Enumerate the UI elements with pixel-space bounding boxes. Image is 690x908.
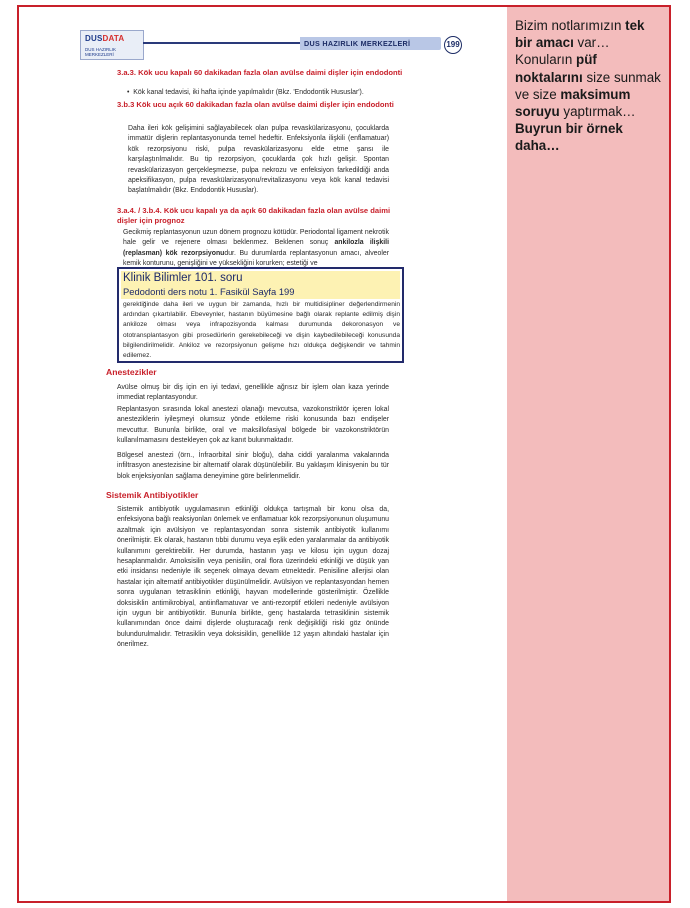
header-title: DUS HAZIRLIK MERKEZLERİ (304, 39, 411, 48)
heading-antibiyotik: Sistemik Antibiyotikler (106, 490, 199, 500)
bullet-3a3: • Kök kanal tedavisi, iki hafta içinde yapılmalıdır (Bkz. 'Endodontik Hususlar'). (127, 89, 364, 96)
sidebar-text-part: size sunmak ve size (515, 69, 661, 102)
heading-anestezikler: Anestezikler (106, 367, 157, 377)
heading-3b3: 3.b.3 Kök ucu açık 60 dakikadan fazla olan avülse daimi dişler için endodonti (117, 100, 394, 109)
dusdata-logo (80, 30, 144, 60)
callout-box (117, 267, 404, 363)
page-number: 199 (444, 36, 462, 54)
sidebar-text-part: Bizim notlarımızın (515, 18, 626, 33)
logo-wordmark: DUSDATA (85, 34, 125, 43)
body-anestezi-3: Bölgesel anestezi (örn., İnfraorbital sinir bloğu), daha ciddi yaralanma vakalarında infiltrasyon anestezisine bir alternatif olarak düşünülebilir. Bu yaklaşım klinisyenin bu tür blok enjeksiyonları sağlama deneyimine göre belirlenmelidir. (117, 452, 389, 480)
sidebar-text-part: var… Konuların (515, 35, 610, 68)
callout-body: gerektiğinde daha ileri ve uygun bir zamanda, hızlı bir multidisipliner değerlendirmenin ardından çıkartılabilir. Ebeveynler, hastanın büyümesine bağlı olarak replante edilmiş dişin ankiloze olması veya infrapozisyonda kalması durumunda dekoronasyon ve ototransplantasyon gibi prosedürlerin gerekebileceği ve dişin kaybedilebileceği konusunda bilgilendirilmelidir. Ankiloz ve rezorpsiyonun gelişme hızı oldukça değişkendir ve tahmin edilemez. (123, 301, 400, 360)
heading-3a4: 3.a.4. / 3.b.4. Kök ucu kapalı ya da açık 60 dakikadan fazla olan avülse daimi dişler için prognoz (117, 206, 391, 225)
sidebar-panel (507, 7, 669, 901)
sidebar-text (515, 17, 665, 155)
sidebar-text-part: püf noktalarını (515, 52, 597, 85)
callout-notes-ref: Pedodonti ders notu 1. Fasikül Sayfa 199 (123, 286, 295, 297)
heading-3a3: 3.a.3. Kök ucu kapalı 60 dakikadan fazla olan avülse daimi dişler için endodonti (117, 68, 403, 77)
body-3a4: Gecikmiş replantasyonun uzun dönem prognozu kötüdür. Periodontal ligament nekrotik hale gelir ve rejenere olması beklenmez. Beklenen sonuç ankilozla ilişkili (replasman) kök rezorpsiyonudur. Bu durumlarda replantasyonun amacı, alveoler kemik konturunu, genişliğini ve yüksekliğini korurken; estetiği ve (123, 229, 389, 268)
bold-ankiloz: ankilozla ilişkili (replasman) kök rezorpsiyonu (123, 239, 389, 257)
logo-subtitle: DUS HAZIRLIK MERKEZLERİ (85, 47, 117, 57)
sidebar-text-part: maksimum soruyu (515, 86, 631, 120)
body-3b3: Daha ileri kök gelişimini sağlayabilecek olan pulpa revaskülarizasyonu, çocuklarda immatür dişlerin replantasyonunda temel hedeftir. Enfeksiyonla ilişkili (enflamatuar) kök rezorpsiyonu riski, pulpa revaskülarizasyonu elde etme şansı ile karşılaştırılmalıdır. Bu tip rezorpsiyon, çocuklarda çok hızlı gelişir. Spontan revaskülarizasyon gerçekleşmezse, pulpa nekrozu ve enfeksiyon farkedildiği anda apeksifikasyon, pulpa revaskülarizasyonu/revitalizasyonu veya kök kanal tedavisi başlatılmalıdır (Bkz. Endodontik Hususlar). (128, 125, 389, 195)
body-anestezi-1: Avülse olmuş bir diş için en iyi tedavi, genellikle ağrısız bir işlem olan kaza yerinde immediat replantasyondur. (117, 384, 389, 402)
sidebar-text-part: yaptırmak… (559, 104, 636, 120)
callout-question-ref: Klinik Bilimler 101. soru (123, 272, 243, 284)
sidebar-text-part: Buyrun bir örnek daha… (515, 121, 623, 154)
body-anestezi-2: Replantasyon sırasında lokal anestezi olanağı mevcutsa, vazokonstriktör içeren lokal anesteziklerin iyileşmeyi olumsuz yönde etkileme riski konusunda bazı endişeler mevcuttur. Bununla birlikte, oral ve maksillofasiyal bölgede bir vazokonstriktörün kullanılmamasını destekleyen çok az kanıt bulunmaktadır. (117, 406, 389, 445)
sidebar-text-part: tek bir amacı (515, 18, 645, 51)
body-antibiyotik: Sistemik antibiyotik uygulamasının etkinliği oldukça tartışmalı bir konu olsa da, enfeksiyona bağlı reaksiyonları önlemek ve enflamatuar kök rezorpsiyonunun oluşumunu azaltmak için avülsiyon ve replantasyondan sonra sistemik antibiyotik kullanımı önerilmiştir. Ek olarak, hastanın tıbbi durumu veya eşlik eden yaralanmalar da antibiyotik kullanımını gerektirebilir. Her durumda, hastanın yaşı ve kilosu için uygun dozaj hesaplanmalıdır. Amoksisilin veya penisilin, oral flora üzerindeki etkinliği ve düşük yan etki insidansı nedeniyle ilk seçenek olmaya devam etmektedir. Penisiline allerjisi olan hastalar için alternatif antibiyotikler düşünülmelidir. Avülsiyon ve replantasyondan hemen sonra uygulanan tetrasiklinin etkinliği, hayvan modellerinde gösterilmiştir. Özellikle doksisiklin antimikrobiyal, antiinflamatuvar ve anti-rezorptif etkileri nedeniyle avülsiyon için uygun bir antibiyotiktir. Bununla birlikte, genç hastalarda tetrasiklinin sistemik kullanımından önce daimi dişlerde oluşturacağı renk değişikliği riski göz önünde bulundurulmalıdır. Tetrasiklin veya doksisiklin, genellikle 12 yaşın altındaki hastalar için önerilmez. (117, 506, 389, 649)
